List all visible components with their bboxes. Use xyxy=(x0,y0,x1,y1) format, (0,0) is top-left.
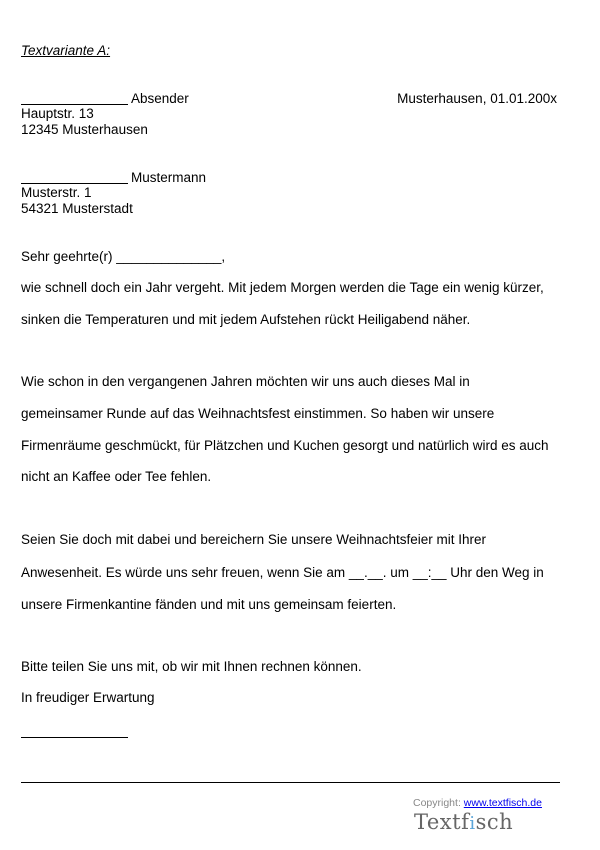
recipient-name: Mustermann xyxy=(131,170,207,185)
body-line: Seien Sie doch mit dabei und bereichern Sie unsere Weihnachtsfeier mit Ihrer xyxy=(21,532,487,547)
copyright-notice xyxy=(413,795,542,811)
body-line: wie schnell doch ein Jahr vergeht. Mit jedem Morgen werden die Tage ein wenig kürzer, xyxy=(21,280,544,295)
textfisch-logo xyxy=(414,810,513,836)
body-line: nicht an Kaffee oder Tee fehlen. xyxy=(21,469,212,484)
variant-heading: Textvariante A: xyxy=(21,43,111,58)
closing-line: In freudiger Erwartung xyxy=(21,690,155,705)
sender-city: 12345 Musterhausen xyxy=(21,122,148,137)
footer-rule xyxy=(21,782,560,783)
salutation: Sehr geehrte(r) ______________, xyxy=(21,249,226,264)
body-line: Bitte teilen Sie uns mit, ob wir mit Ihnen rechnen können. xyxy=(21,659,362,674)
place-date: Musterhausen, 01.01.200x xyxy=(397,91,557,106)
sender-label: Absender xyxy=(131,91,189,106)
copyright-label: Copyright: xyxy=(413,797,461,809)
logo-text-left: Textf xyxy=(414,810,470,834)
signature-line xyxy=(21,737,128,738)
body-line: Wie schon in den vergangenen Jahren möchten wir uns auch dieses Mal in xyxy=(21,374,470,389)
website-link[interactable]: www.textfisch.de xyxy=(463,797,542,809)
body-line: Anwesenheit. Es würde uns sehr freuen, wenn Sie am __.__. um __:__ Uhr den Weg in xyxy=(21,565,544,580)
recipient-street: Musterstr. 1 xyxy=(21,185,92,200)
body-line: Firmenräume geschmückt, für Plätzchen und Kuchen gesorgt und natürlich wird es auch xyxy=(21,438,549,453)
body-line: unsere Firmenkantine fänden und mit uns gemeinsam feierten. xyxy=(21,597,397,612)
logo-text-right: sch xyxy=(475,810,514,834)
recipient-city: 54321 Musterstadt xyxy=(21,201,133,216)
body-line: gemeinsamer Runde auf das Weihnachtsfest einstimmen. So haben wir unsere xyxy=(21,406,495,421)
sender-street: Hauptstr. 13 xyxy=(21,106,94,121)
body-line: sinken die Temperaturen und mit jedem Aufstehen rückt Heiligabend näher. xyxy=(21,312,471,327)
fish-icon: i xyxy=(469,813,476,834)
sender-signature-line xyxy=(21,104,128,105)
recipient-line xyxy=(21,183,128,184)
